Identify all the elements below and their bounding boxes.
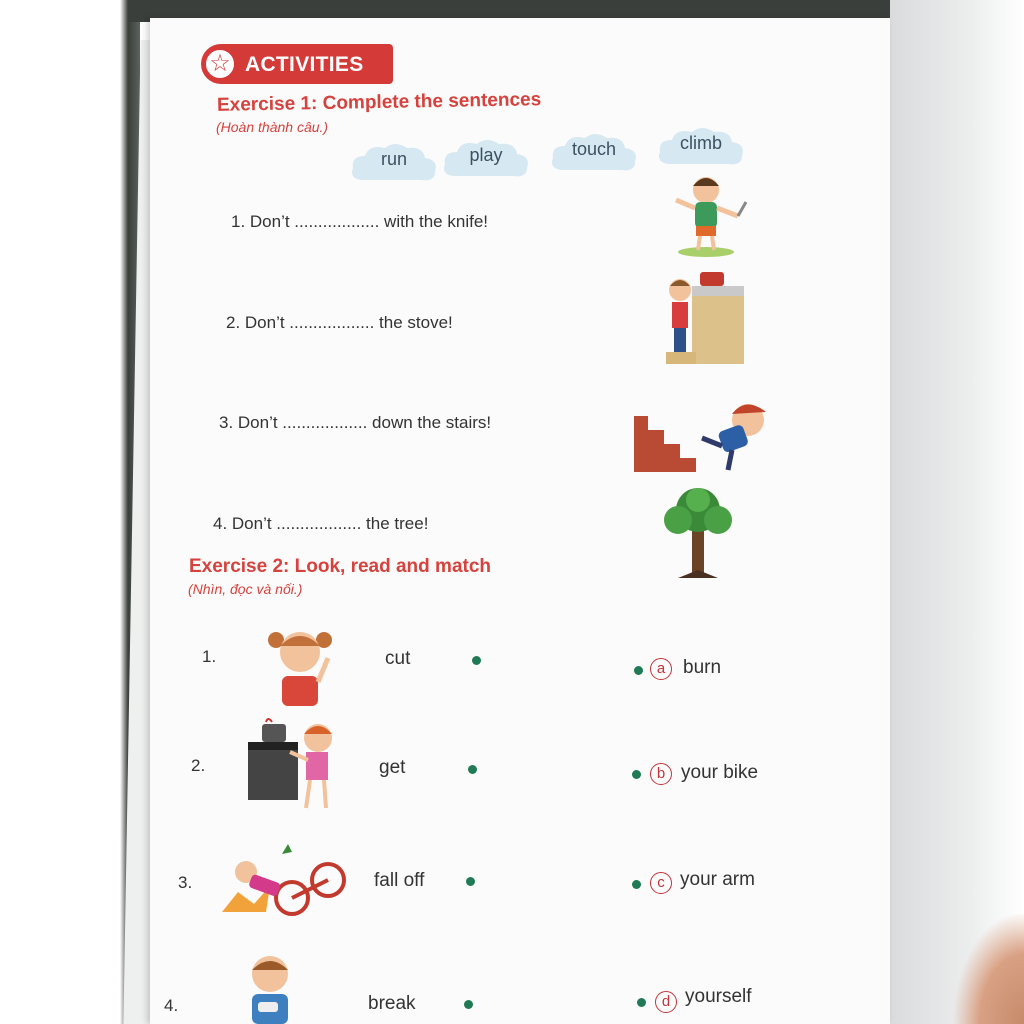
boy-with-knife-picture: [660, 168, 752, 260]
match-dot-right-d[interactable]: [637, 998, 646, 1007]
option-letter-d: d: [655, 991, 677, 1013]
girl-with-cut-picture: [264, 622, 336, 706]
sentence-3: 3. Don’t .................. down the stairs!: [219, 413, 492, 432]
word-run: run: [380, 149, 407, 169]
word-play: play: [469, 145, 503, 165]
photo-background-right: [890, 0, 1024, 1024]
photo-background-left: [0, 0, 140, 1024]
row-3-number: 3.: [178, 873, 193, 892]
row-2-number: 2.: [191, 756, 206, 775]
exercise-2-title: Exercise 2: Look, read and match: [189, 556, 492, 577]
row-1-number: 1.: [202, 647, 217, 666]
word-cloud-touch: [549, 130, 639, 174]
answer-d: yourself: [685, 986, 752, 1007]
child-at-stove-picture: [664, 268, 746, 366]
word-climb: climb: [679, 133, 722, 153]
match-dot-left-3[interactable]: [466, 877, 475, 886]
exercise-2-subtitle: (Nhìn, đọc và nối.): [188, 581, 303, 597]
match-dot-left-4[interactable]: [464, 1000, 473, 1009]
girl-at-stove-picture: [246, 716, 338, 814]
verb-3: fall off: [374, 870, 425, 891]
child-running-stairs-picture: [632, 392, 772, 478]
option-letter-b: b: [650, 763, 672, 785]
exercise-1-title: Exercise 1: Complete the sentences: [216, 89, 542, 116]
option-letter-c: c: [650, 872, 672, 894]
match-dot-right-c[interactable]: [632, 880, 641, 889]
answer-a: burn: [683, 657, 722, 678]
tree-picture: [658, 486, 738, 580]
answer-c: your arm: [680, 869, 755, 890]
match-dot-left-1[interactable]: [472, 656, 481, 665]
word-cloud-play: [441, 136, 531, 180]
match-dot-right-a[interactable]: [634, 666, 643, 675]
hand: [954, 914, 1024, 1024]
verb-4: break: [368, 993, 416, 1014]
match-dot-left-2[interactable]: [468, 765, 477, 774]
boy-with-broken-arm-picture: [244, 952, 296, 1024]
activities-title: ACTIVITIES: [245, 53, 364, 76]
option-letter-a: a: [650, 658, 672, 680]
sentence-1: 1. Don’t .................. with the knife!: [231, 212, 488, 231]
word-cloud-climb: [656, 124, 746, 168]
sentence-2: 2. Don’t .................. the stove!: [226, 313, 453, 332]
verb-1: cut: [385, 648, 411, 669]
sentence-4: 4. Don’t .................. the tree!: [213, 514, 429, 533]
child-falling-off-bike-picture: [214, 842, 352, 920]
star-icon: ☆: [204, 48, 236, 80]
word-touch: touch: [571, 139, 617, 159]
word-cloud-run: [349, 140, 439, 184]
match-dot-right-b[interactable]: [632, 770, 641, 779]
answer-b: your bike: [681, 762, 759, 783]
verb-2: get: [379, 757, 406, 778]
exercise-1-subtitle: (Hoàn thành câu.): [216, 119, 329, 135]
row-4-number: 4.: [164, 996, 179, 1015]
